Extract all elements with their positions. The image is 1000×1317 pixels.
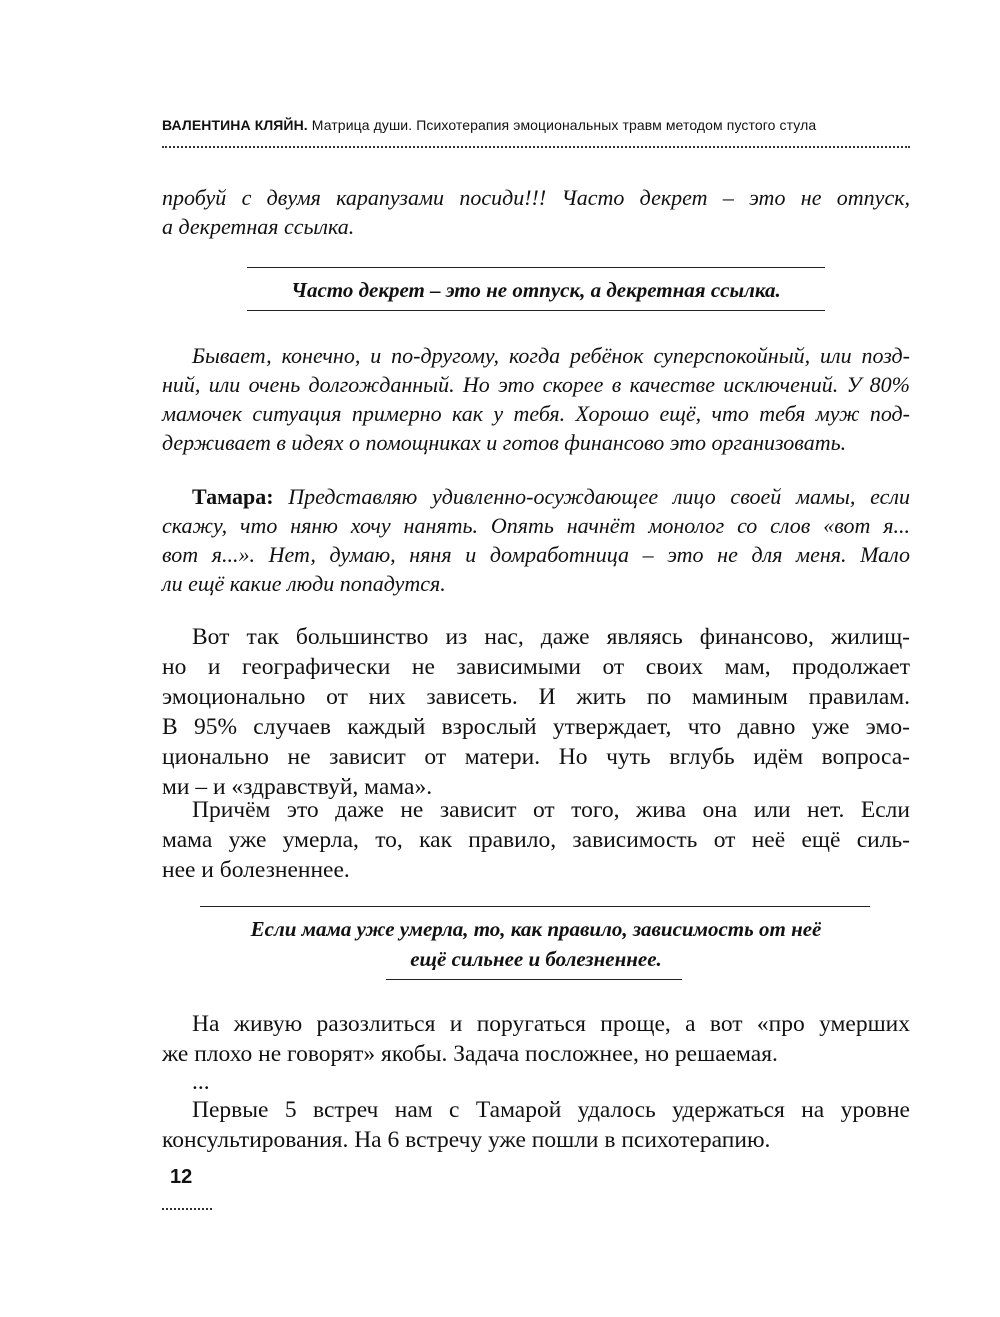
paragraph <box>162 795 910 885</box>
pull-quote: Часто декрет – это не отпуск, а декретная ссылка. <box>291 278 781 302</box>
pull-quote-rule-bottom <box>386 979 682 980</box>
text-line: Представляю удивленно-осуждающее лицо своей мамы, если <box>288 484 910 509</box>
header-author: ВАЛЕНТИНА КЛЯЙН. <box>162 117 308 133</box>
text-line: Бывает, конечно, и по-другому, когда ребёнок суперспокойный, или позд- <box>192 343 910 368</box>
text-line: консультирования. На 6 встречу уже пошли в психотерапию. <box>162 1127 771 1153</box>
pull-quote-line: ещё сильнее и болезненнее. <box>410 947 662 971</box>
text-line: пробуй с двумя карапузами посиди!!! Часто декрет – это не отпуск, <box>162 185 910 210</box>
paragraph <box>162 341 910 457</box>
page-number: 12 <box>170 1166 193 1188</box>
running-header <box>162 117 910 133</box>
pull-quote <box>162 914 910 974</box>
text-line: а декретная ссылка. <box>162 214 355 239</box>
text-line: же плохо не говорят» якобы. Задача посложнее, но решаемая. <box>162 1041 778 1067</box>
pull-quote-line: Если мама уже умерла, то, как правило, зависимость от неё <box>250 917 822 941</box>
header-title: Матрица души. Психотерапия эмоциональных травм методом пустого стула <box>311 117 817 133</box>
pull-quote-rule-bottom <box>247 310 825 311</box>
text-line: ционально не зависит от матери. Но чуть вглубь идём вопроса- <box>162 744 910 770</box>
paragraph <box>162 622 910 802</box>
dialogue-paragraph <box>162 482 910 598</box>
ellipsis-line: ... <box>192 1069 210 1095</box>
text-line: Первые 5 встреч нам с Тамарой удалось удержаться на уровне <box>192 1097 910 1123</box>
text-line: Причём это даже не зависит от того, жива она или нет. Если <box>192 797 910 823</box>
text-line: мама уже умерла, то, как правило, зависимость от неё ещё силь- <box>162 827 910 853</box>
text-line: скажу, что няню хочу нанять. Опять начнёт монолог со слов «вот я... <box>162 513 910 538</box>
text-line: Вот так большинство из нас, даже являясь финансово, жилищ- <box>192 624 910 650</box>
text-line: ми – и «здравствуй, мама». <box>162 774 433 800</box>
text-line: В 95% случаев каждый взрослый утверждает, что давно уже эмо- <box>162 714 910 740</box>
footer-divider <box>162 1208 212 1210</box>
text-line: На живую разозлиться и поругаться проще, а вот «про умерших <box>192 1011 910 1037</box>
pull-quote-rule-top <box>247 267 825 268</box>
text-line: вот я...». Нет, думаю, няня и домработница – это не для меня. Мало <box>162 542 910 567</box>
text-line: мамочек ситуация примерно как у тебя. Хорошо ещё, что тебя муж под- <box>162 401 910 426</box>
text-line: держивает в идеях о помощниках и готов финансово это организовать. <box>162 430 847 455</box>
text-line: ли ещё какие люди попадутся. <box>162 571 446 596</box>
paragraph <box>162 1009 910 1155</box>
pull-quote-rule-top <box>200 906 870 907</box>
text-line: но и географически не зависимыми от своих мам, продолжает <box>162 654 910 680</box>
text-line: нее и болезненнее. <box>162 857 350 883</box>
header-divider <box>162 146 910 148</box>
text-line: ний, или очень долгожданный. Но это скорее в качестве исключений. У 80% <box>162 372 910 397</box>
paragraph <box>162 183 910 241</box>
text-line: эмоционально от них зависеть. И жить по маминым правилам. <box>162 684 910 710</box>
speaker-name: Тамара: <box>192 484 274 509</box>
